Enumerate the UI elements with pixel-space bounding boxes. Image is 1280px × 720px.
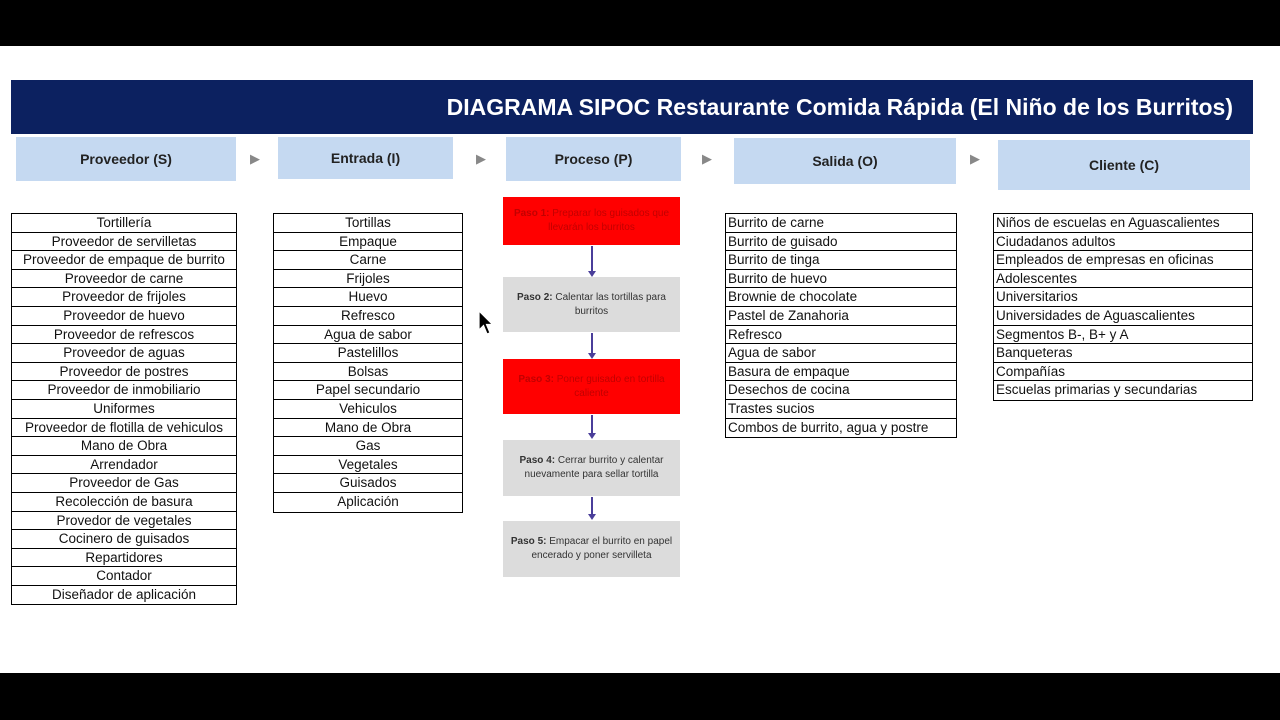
list-item: Universidades de Aguascalientes: [994, 307, 1252, 326]
diagram-title: [11, 80, 1253, 134]
list-item: Empaque: [274, 233, 462, 252]
list-item: Proveedor de postres: [12, 363, 236, 382]
diagram-title-text: DIAGRAMA SIPOC Restaurante Comida Rápida (El Niño de los Burritos): [446, 93, 1233, 120]
flow-arrow-icon: ▶: [970, 151, 980, 166]
list-item: Tortillería: [12, 214, 236, 233]
list-item: Agua de sabor: [726, 344, 956, 363]
list-item: Papel secundario: [274, 381, 462, 400]
list-item: Proveedor de aguas: [12, 344, 236, 363]
list-item: Burrito de tinga: [726, 251, 956, 270]
step-label: Paso 2:: [517, 291, 553, 303]
mouse-cursor-icon: [478, 310, 494, 336]
list-item: Proveedor de flotilla de vehiculos: [12, 419, 236, 438]
list-item: Agua de sabor: [274, 326, 462, 345]
process-step-3: [503, 359, 680, 414]
flow-connector: [591, 246, 593, 272]
cliente-list: [993, 213, 1253, 401]
arrow-down-icon: [588, 433, 596, 439]
list-item: Frijoles: [274, 270, 462, 289]
list-item: Mano de Obra: [274, 419, 462, 438]
list-item: Basura de empaque: [726, 363, 956, 382]
step-label: Paso 4:: [519, 455, 556, 466]
step-text: Empacar el burrito en papel encerado y poner servilleta: [531, 536, 673, 561]
step-label: Paso 5:: [510, 536, 547, 547]
list-item: Empleados de empresas en oficinas: [994, 251, 1252, 270]
list-item: Guisados: [274, 474, 462, 493]
header-cliente: Cliente (C): [998, 140, 1250, 190]
step-text: Calentar las tortillas para burritos: [555, 291, 666, 317]
list-item: Vegetales: [274, 456, 462, 475]
list-item: Banqueteras: [994, 344, 1252, 363]
header-proceso: Proceso (P): [506, 137, 681, 181]
proveedor-list: [11, 213, 237, 605]
list-item: Proveedor de servilletas: [12, 233, 236, 252]
list-item: Proveedor de refrescos: [12, 326, 236, 345]
flow-arrow-icon: ▶: [476, 151, 486, 166]
list-item: Proveedor de Gas: [12, 474, 236, 493]
flow-connector: [591, 415, 593, 434]
list-item: Burrito de guisado: [726, 233, 956, 252]
list-item: Contador: [12, 567, 236, 586]
list-item: Proveedor de huevo: [12, 307, 236, 326]
list-item: Carne: [274, 251, 462, 270]
list-item: Compañías: [994, 363, 1252, 382]
list-item: Aplicación: [337, 493, 399, 509]
list-item: Provedor de vegetales: [12, 512, 236, 531]
list-item: Proveedor de inmobiliario: [12, 381, 236, 400]
list-item: Brownie de chocolate: [726, 288, 956, 307]
step-text: Poner guisado en tortilla caliente: [556, 373, 665, 399]
list-item: Arrendador: [12, 456, 236, 475]
list-item: Pastelillos: [274, 344, 462, 363]
list-item: Refresco: [274, 307, 462, 326]
sipoc-slide: [0, 46, 1280, 673]
list-item: Diseñador de aplicación: [51, 586, 197, 602]
header-proveedor: Proveedor (S): [16, 137, 236, 181]
flow-connector: [591, 497, 593, 515]
list-item: Combos de burrito, agua y postre: [728, 419, 929, 435]
list-item: Proveedor de empaque de burrito: [12, 251, 236, 270]
list-item: Escuelas primarias y secundarias: [996, 382, 1198, 398]
list-item: Cocinero de guisados: [12, 530, 236, 549]
list-item: Burrito de carne: [726, 214, 956, 233]
header-salida: Salida (O): [734, 138, 956, 184]
process-step-1: [503, 197, 680, 245]
list-item: Segmentos B-, B+ y A: [994, 326, 1252, 345]
list-item: Gas: [274, 437, 462, 456]
step-label: Paso 1:: [513, 208, 550, 219]
list-item: Bolsas: [274, 363, 462, 382]
list-item: Recolección de basura: [12, 493, 236, 512]
list-item: Vehiculos: [274, 400, 462, 419]
flow-arrow-icon: ▶: [250, 151, 260, 166]
list-item: Universitarios: [994, 288, 1252, 307]
header-entrada: Entrada (I): [278, 137, 453, 179]
list-item: Mano de Obra: [12, 437, 236, 456]
flow-arrow-icon: ▶: [702, 151, 712, 166]
process-step-5: [503, 521, 680, 577]
list-item: Repartidores: [12, 549, 236, 568]
step-text: Cerrar burrito y calentar nuevamente para sellar tortilla: [524, 455, 664, 480]
flow-connector: [591, 333, 593, 354]
list-item: Tortillas: [274, 214, 462, 233]
list-item: Huevo: [274, 288, 462, 307]
list-item: Ciudadanos adultos: [994, 233, 1252, 252]
list-item: Burrito de huevo: [726, 270, 956, 289]
list-item: Proveedor de carne: [12, 270, 236, 289]
list-item: Desechos de cocina: [726, 381, 956, 400]
salida-list: [725, 213, 957, 438]
list-item: Trastes sucios: [726, 400, 956, 419]
step-label: Paso 3:: [518, 373, 554, 385]
step-text: Preparar los guisados que llevarán los burritos: [548, 208, 670, 233]
list-item: Uniformes: [12, 400, 236, 419]
process-step-2: [503, 277, 680, 332]
list-item: Niños de escuelas en Aguascalientes: [994, 214, 1252, 233]
list-item: Proveedor de frijoles: [12, 288, 236, 307]
arrow-down-icon: [588, 514, 596, 520]
list-item: Pastel de Zanahoria: [726, 307, 956, 326]
list-item: Refresco: [726, 326, 956, 345]
list-item: Adolescentes: [994, 270, 1252, 289]
process-step-4: [503, 440, 680, 496]
entrada-list: [273, 213, 463, 513]
